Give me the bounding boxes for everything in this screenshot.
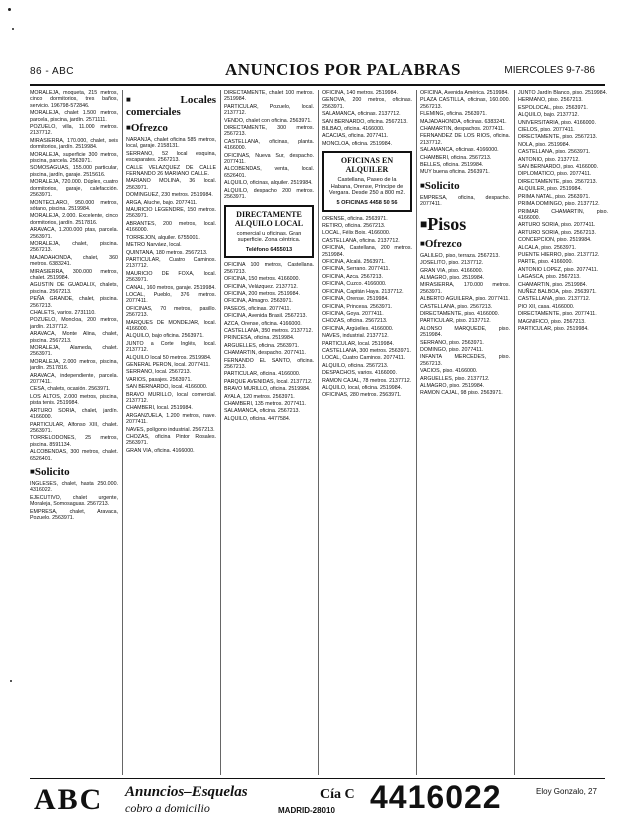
- classified-ad: SERRANO, 52 local esquina, escaparates. 2567213.: [126, 150, 216, 164]
- classified-ad: ABRANTES, 200 metros, local. 4166000.: [126, 220, 216, 234]
- classified-ad: MAJADAHONDA, oficinas. 6383241.: [420, 118, 507, 125]
- classified-ad: ALMAGRO, piso. 2519984.: [420, 274, 485, 281]
- boxed-ad: [224, 205, 314, 259]
- page-header: [30, 60, 605, 84]
- classified-ad: PARTICULAR, Pozuelo, local. 2137712.: [224, 103, 314, 117]
- classified-ad: OFICINA, Capitán Haya. 2137712.: [322, 288, 404, 295]
- classified-ad: PARQUE AVENIDAS, local. 2137712.: [224, 378, 313, 385]
- section-heading: ■ Locales comerciales: [126, 94, 216, 118]
- classified-ad: DOMINGO, piso. 2077411.: [420, 346, 484, 353]
- classified-ad: GALILEO, piso, terraza. 2567213.: [420, 252, 500, 259]
- classified-ad: OFICINA, 140 metros. 2519984.: [322, 90, 398, 96]
- classified-ad: DOMINGUEZ, 230 metros. 2519984.: [126, 192, 213, 199]
- classified-ad: OFICINA, Alcalá. 2563971.: [322, 259, 386, 266]
- classified-ad: SERRANO, piso. 2563971.: [420, 339, 484, 346]
- classified-ad: OFICINA, Azca. 2567213.: [322, 273, 383, 280]
- classified-ad: RAMON CAJAL, 78 metros. 2137712.: [322, 377, 412, 384]
- classified-ad: SAN BERNARDO, oficina. 2567213.: [322, 118, 408, 125]
- classified-ad: CANAL, 160 metros, garaje. 2519984.: [126, 284, 216, 291]
- classified-ad: OFICINA, 150 metros. 4166000.: [224, 276, 300, 283]
- classified-ad: AZCA, Orense, oficina. 4166000.: [224, 320, 302, 327]
- classified-ad: EJECUTIVO, chalet urgente, Moraleja, Somosaguas. 2567213.: [30, 494, 118, 508]
- classified-ad: ALQUILO, oficinas, alquiler. 2519984.: [224, 180, 313, 187]
- classified-ad: FLEMING, oficina. 2563971.: [420, 111, 487, 118]
- classified-ad: CONCEPCION, piso. 2519984.: [518, 237, 592, 244]
- classified-ad: CASTELLANA, 300 metros. 2563971.: [322, 347, 411, 354]
- classified-ad: MARIANO MOLINA, 36 local. 2563971.: [126, 178, 216, 191]
- boxed-ad-body: comercial u oficinas. Gran superficie. Zona céntrica.: [236, 230, 302, 244]
- ad-cia: Cía C: [320, 787, 355, 802]
- classified-ad: OFICINAS, Nueva Sur, despacho. 2077411.: [224, 152, 314, 166]
- boxed-ad: [322, 151, 412, 211]
- classified-ad: RETIRO, oficina. 2567213.: [322, 223, 386, 230]
- classified-ad: NUÑEZ BALBOA, piso. 2563971.: [518, 288, 597, 295]
- classified-ad: PRIMAR CHAMARTIN, piso. 4166000.: [518, 208, 608, 221]
- classified-ad: SAN BERNARDO, piso. 4166000.: [518, 164, 599, 171]
- classified-columns: [30, 90, 608, 775]
- column-divider: [318, 90, 319, 775]
- classified-ad: ALONSO MARQUEDE, piso. 2519984.: [420, 325, 510, 339]
- classified-ad: ARTURO SORIA, chalet, jardín. 4166000.: [30, 407, 118, 421]
- section-title: ANUNCIOS POR PALABRAS: [225, 60, 461, 79]
- classified-ad: DIPLOMATICO, piso. 2077411.: [518, 171, 592, 178]
- classified-ad: CHAMBERI, oficina. 2567213.: [420, 154, 492, 161]
- classified-ad: NARANJA, chalet oficina 585 metros, local, garaje. 2158131.: [126, 137, 216, 150]
- column-2: [126, 90, 216, 775]
- classified-ad: PEÑA GRANDE, chalet, piscina. 2567213.: [30, 296, 118, 309]
- column-divider: [514, 90, 515, 775]
- classified-ad: MORALEJA, chalet 1.500 metros, parcela, piscina, jardín. 2571111.: [30, 110, 118, 123]
- classified-ad: CIELOS, piso. 2077411.: [518, 127, 575, 134]
- classified-ad: ALQUILER, piso. 2519984.: [518, 186, 582, 193]
- classified-ad: LOCAL, Pueblo, 376 metros. 2077411.: [126, 291, 216, 305]
- classified-ad: CHAMBERI, local. 2519984.: [126, 405, 193, 412]
- classified-ad: MONTECLARO, 950.000 metros, sótano, piscina. 2519984.: [30, 199, 118, 212]
- classified-ad: MORALEJA, 2.000. Excelente, cinco dormitorios, jardín. 2517816.: [30, 213, 118, 226]
- classified-ad: OFICINA, Princesa. 2563971.: [322, 303, 393, 310]
- classified-ad: LOCAL, Cuatro Caminos. 2077411.: [322, 355, 406, 362]
- classified-ad: MAURICIO LEGENDRE, 150 metros. 2563971.: [126, 207, 216, 220]
- classified-ad: PARTICULAR, local. 2519984.: [322, 340, 394, 347]
- classified-ad: MORALEJA, 2.000 metros, piscina, jardín. 2517816.: [30, 358, 118, 372]
- classified-ad: MIRASIERRA, 170.000, chalet, seis dormitorios, jardín. 2519984.: [30, 137, 118, 151]
- section-heading: ■ Solicito: [30, 466, 118, 478]
- classified-ad: CASTELLANA, piso. 2137712.: [518, 296, 591, 303]
- ad-phone: 4416022: [370, 779, 502, 815]
- classified-ad: CASTELLANA, 350 metros. 2137712.: [224, 327, 313, 334]
- classified-ad: PRIMA DOMINGO, piso. 2137712.: [518, 201, 600, 208]
- classified-ad: OFICINA, Argüelles. 4166000.: [322, 325, 394, 332]
- classified-ad: RAMON CAJAL, 98 piso. 2563971.: [420, 390, 503, 397]
- classified-ad: ARTURO SORIA, piso. 2077411.: [518, 222, 596, 229]
- classified-ad: ORENSE, oficina. 2563971.: [322, 215, 388, 222]
- section-heading: ■ Solicito: [420, 180, 510, 192]
- classified-ad: PARTICULAR, Alfonso XIII, chalet. 2563971.: [30, 421, 118, 434]
- classified-ad: ANTONIO LOPEZ, piso. 2077411.: [518, 266, 599, 273]
- issue-date: MIERCOLES 9-7-86: [504, 65, 595, 76]
- classified-ad: FERNANDEZ DE LOS RIOS, oficina. 2137712.: [420, 133, 510, 146]
- column-divider: [416, 90, 417, 775]
- classified-ad: PUENTE HIERRO, piso. 2137712.: [518, 251, 600, 258]
- classified-ad: CHOZAS, oficina Pintor Rosales. 2563971.: [126, 434, 216, 447]
- classified-ad: SALAMANCA, oficinas. 2137712.: [322, 111, 401, 118]
- page-ref: 86 - ABC: [30, 66, 75, 77]
- classified-ad: MORALEJA, superficie 300 metros, piscina, parcela. 2563971.: [30, 151, 118, 165]
- classified-ad: PLAZA CASTILLA, oficinas, 160.000. 2567213.: [420, 97, 510, 110]
- classified-ad: GRAN VIA, piso. 4166000.: [420, 267, 484, 274]
- classified-ad: OFICINAS, 280 metros. 2563971.: [322, 392, 402, 399]
- classified-ad: OFICINA, Avenida Brasil. 2567213.: [224, 313, 307, 320]
- classified-ad: PARTE, piso. 4166000.: [518, 259, 573, 266]
- classified-ad: HERMANO, piso. 2567213.: [518, 97, 583, 104]
- classified-ad: BILBAO, oficina. 4166000.: [322, 126, 385, 133]
- classified-ad: LOCAL, Félix Boix. 4166000.: [322, 230, 391, 237]
- classified-ad: OFICINA, Velázquez. 2137712.: [224, 283, 298, 290]
- boxed-ad-phone: 5 OFICINAS 4458 50 56: [336, 200, 398, 207]
- classified-ad: GENOVA, 200 metros, oficinas. 2563971.: [322, 97, 412, 110]
- classified-ad: VACIOS, piso. 4166000.: [420, 368, 478, 375]
- classified-ad: ARGUELLES, piso. 2137712.: [420, 375, 490, 382]
- classified-ad: ALCALA, piso. 2563971.: [518, 244, 577, 251]
- boxed-ad-title: DIRECTAMENTE ALQUILO LOCAL: [234, 209, 304, 228]
- classified-ad: AYALA, 120 metros. 2563971.: [224, 393, 295, 400]
- classified-ad: DIRECTAMENTE, piso. 2567213.: [518, 178, 598, 185]
- classified-ad: MARQUES DE MONDEJAR, local. 4166000.: [126, 319, 216, 332]
- classified-ad: ALCOBENDAS, 300 metros, chalet. 6526401.: [30, 449, 118, 462]
- classified-ad: GENERAL PERON, local. 2077411.: [126, 362, 210, 368]
- ad-city: MADRID-28010: [278, 806, 335, 815]
- classified-ad: JOSELITO, piso. 2137712.: [420, 260, 484, 267]
- classified-ad: ALQUILO, despacho 200 metros. 2563971.: [224, 187, 314, 201]
- classified-ad: CHAMBERI, 135 metros. 2077411.: [224, 401, 307, 407]
- classified-ad: OFICINA, Avenida América. 2519984.: [420, 90, 509, 96]
- classified-ad: ARAVACA, independiente, parcela. 2077411.: [30, 372, 118, 386]
- classified-ad: MUY buena oficina. 2563971.: [420, 169, 490, 176]
- classified-ad: OFICINA, Orense. 2519984.: [322, 296, 389, 303]
- column-3: [224, 90, 314, 775]
- classified-ad: FERNANDO EL SANTO, oficina. 2567213.: [224, 357, 314, 370]
- classified-ad: LOS ALTOS, 2.000 metros, piscina, pista tenis. 2519984.: [30, 393, 118, 407]
- classified-ad: DESPACHOS, varios. 4166000.: [322, 370, 397, 377]
- classified-ad: DIRECTAMENTE, piso. 2567213.: [518, 134, 598, 141]
- column-divider: [220, 90, 221, 775]
- classified-ad: EMPRESA, oficina, despacho. 2077411.: [420, 194, 510, 208]
- classified-ad: ESPOLOCAL, piso. 2563971.: [518, 104, 588, 111]
- classified-ad: OFICINA, Serrano. 2077411.: [322, 266, 390, 273]
- classified-ad: ACACIAS, oficina. 2077411.: [322, 133, 389, 140]
- classified-ad: VENDO, chalet con oficina. 2563971.: [224, 117, 312, 124]
- classified-ad: ARAVACA, 1.200.000 ptas, parcela. 2563971.: [30, 227, 118, 240]
- classified-ad: INFANTA MERCEDES, piso. 2567213.: [420, 354, 510, 367]
- classified-ad: ALQUILO, local, oficina. 2519984.: [322, 384, 403, 391]
- classified-ad: CASTELLANA, oficinas, planta. 4166000.: [224, 138, 314, 152]
- classified-ad: ARAVACA, Monte Alina, chalet, piscina. 2567213.: [30, 331, 118, 344]
- classified-ad: POZUELO, Moncloa, 200 metros, jardín. 2137712.: [30, 317, 118, 330]
- classified-ad: SERRANO, local. 2567213.: [126, 369, 192, 376]
- classified-ad: BRAVO MURILLO, local comercial. 2137712.: [126, 391, 216, 405]
- classified-ad: MONCLOA, oficina. 2519984.: [322, 140, 393, 147]
- classified-ad: NAVES, industrial. 2137712.: [322, 333, 389, 340]
- classified-ad: QUINTANA, 180 metros. 2567213.: [126, 249, 208, 256]
- classified-ad: CALLE VELAZQUEZ DE CALLE FERNANDO 26 MARIANO CALLE.: [126, 164, 216, 178]
- classified-ad: MORALEJA, moqueta, 215 metros, cinco dormitorios, tres baños, servicio. 196798-572846.: [30, 90, 118, 109]
- classified-ad: BRAVO MURILLO, oficina. 2519984.: [224, 386, 311, 393]
- section-heading: ■ Ofrezco: [420, 238, 510, 250]
- column-4: [322, 90, 412, 775]
- classified-ad: PARTICULAR, oficina. 4166000.: [224, 371, 301, 378]
- classified-ad: ALQUILO, oficina. 2567213.: [322, 362, 389, 369]
- classified-ad: GRAN VIA, oficina. 4166000.: [126, 447, 195, 454]
- classified-ad: PRINCESA, oficina. 2519984.: [224, 335, 295, 342]
- classified-ad: ALQUILO local 50 metros. 2519984.: [126, 354, 212, 361]
- classified-ad: CHAMARTIN, despachos. 2077411.: [420, 126, 505, 133]
- classified-ad: ALMAGRO, piso. 2519984.: [420, 383, 485, 389]
- classified-ad: ALCOBENDAS, venta, local. 6526401.: [224, 166, 314, 179]
- classified-ad: ALQUILO, bajo oficina. 2563971.: [126, 333, 204, 340]
- classified-ad: TORRELODONES, 25 metros, piscina. 8591134.: [30, 435, 118, 448]
- classified-ad: SOMOSAGUAS, 155.000 particular, piscina, jardín, garaje. 2515616.: [30, 165, 118, 178]
- classified-ad: MORALEJA, 720.000. Dúplex, cuatro dormitorios, garaje, calefacción. 2563971.: [30, 179, 118, 199]
- print-speck: [10, 680, 12, 682]
- ad-address: Eloy Gonzalo, 27: [536, 787, 597, 796]
- classified-ad: CASTELLANA, piso. 2567213.: [420, 303, 493, 310]
- column-1: [30, 90, 118, 775]
- ad-title: Anuncios–Esquelas: [125, 784, 248, 800]
- classified-ad: MORALEJA, Alameda, chalet. 2563971.: [30, 345, 118, 358]
- classified-ad: PRIMA NATAL, piso. 2563971.: [518, 193, 590, 200]
- classified-ad: SAN BERNARDO, local. 4166000.: [126, 384, 208, 391]
- classified-ad: JUNTO a Corte Inglés, local. 2137712.: [126, 340, 216, 354]
- footer-ad: [30, 778, 605, 817]
- classified-ad: METRO Narváez, local.: [126, 242, 182, 249]
- classified-ad: LAGASCA, piso. 2567213.: [518, 274, 581, 281]
- boxed-ad-phone: Teléfono 6455013: [245, 246, 293, 253]
- classified-ad: NOLA, piso. 2519984.: [518, 141, 571, 148]
- classified-ad: ARTURO SORIA, piso. 2567213.: [518, 229, 596, 236]
- classified-ad: TORREJON, alquiler. 6755001.: [126, 234, 200, 241]
- classified-ad: MIRASIERRA, 300.000 metros, chalet. 2519984.: [30, 268, 118, 281]
- section-heading-large: ■ Pisos: [420, 214, 510, 234]
- column-6: [518, 90, 608, 775]
- classified-ad: CHAMARTIN, piso. 2519984.: [518, 281, 588, 288]
- classified-ad: ALBERTO AGUILERA, piso. 2077411.: [420, 296, 510, 303]
- print-speck: [12, 28, 14, 30]
- classified-ad: ANTONIO, piso. 2137712.: [518, 156, 580, 163]
- classified-ad: NAVES, polígono industrial. 2567213.: [126, 426, 215, 433]
- classified-ad: ARGUELLES, oficina. 2563971.: [224, 342, 300, 349]
- section-heading: ■ Ofrezco: [126, 122, 216, 134]
- classified-ad: OFICINA, Castellana, 200 metros. 2519984.: [322, 245, 412, 258]
- boxed-ad-title: OFICINAS EN ALQUILER: [340, 156, 394, 175]
- classified-ad: OFICINA, Goya. 2077411.: [322, 310, 384, 317]
- column-divider: [122, 90, 123, 775]
- classified-ad: OFICINA, Almagro. 2563971.: [224, 298, 293, 305]
- classified-ad: PARTICULAR, Cuatro Caminos. 2137712.: [126, 256, 216, 270]
- classified-ad: DIRECTAMENTE, piso. 4166000.: [420, 310, 500, 317]
- classified-ad: AGUSTIN DE GUADALIX, chalets, piscina. 2567213.: [30, 282, 118, 295]
- classified-ad: ARGANZUELA, 1.200 metros, nave. 2077411.: [126, 412, 216, 426]
- classified-ad: POZUELO, villa, 11.000 metros. 2137712.: [30, 124, 118, 137]
- classified-ad: PASEOS, oficinas. 2077411.: [224, 305, 291, 312]
- classified-ad: CHAMARTIN, despacho. 2077411.: [224, 350, 306, 357]
- classified-ad: UNIVERSITARIA, piso. 4166000.: [518, 119, 596, 126]
- classified-ad: DIRECTAMENTE, 300 metros. 2567213.: [224, 125, 314, 138]
- classified-ad: VARIOS, pasajes. 2563971.: [126, 376, 192, 383]
- ad-subtitle: cobro a domicilio: [125, 801, 210, 815]
- classified-ad: ALQUILO, bajo. 2137712.: [518, 112, 579, 119]
- boxed-ad-body: Castellana, Paseo de la Habana, Orense, Príncipe de Vergara. Desde 250 a 800 m2.: [328, 177, 406, 197]
- classified-ad: JUNTO Jardín Blanco, piso. 2519984.: [518, 90, 608, 96]
- classified-ad: OFICINA, 200 metros. 2519984.: [224, 290, 300, 297]
- classified-ad: MORALEJA, chalet, piscina. 2567213.: [30, 240, 118, 254]
- header-rule: [30, 84, 605, 86]
- classified-ad: INGLESES, chalet, hasta 250.000. 4316022.: [30, 480, 118, 494]
- classified-ad: CESA, chalets, ocasión. 2563971.: [30, 386, 111, 393]
- classified-ad: OFICINAS, 70 metros, pasillo. 2567213.: [126, 305, 216, 319]
- classified-ad: DIRECTAMENTE, piso. 2077411.: [518, 311, 597, 318]
- classified-ad: OFICINA 100 metros, Castellana. 2567213.: [224, 262, 314, 275]
- print-speck: [8, 8, 11, 11]
- classified-ad: DIRECTAMENTE, chalet 100 metros. 2519984.: [224, 90, 314, 103]
- classified-ad: CHALETS, varios. 2731110.: [30, 310, 96, 316]
- classified-ad: MIRASIERRA, 170.000 metros. 2563971.: [420, 282, 510, 295]
- classified-ad: SALAMANCA, oficinas. 4166000.: [420, 147, 499, 154]
- classified-ad: MAURICIO DE FOXA, local. 2563971.: [126, 270, 216, 284]
- classified-ad: CHOZAS, oficina. 2567213.: [322, 318, 388, 325]
- classified-ad: BELLES, oficina. 2519984.: [420, 162, 484, 169]
- classified-ad: CASTELLANA, piso. 2563971.: [518, 149, 591, 156]
- column-5: [420, 90, 510, 775]
- classified-ad: MAJADAHONDA, chalet, 360 metros. 6383241.: [30, 254, 118, 268]
- classified-ad: OFICINA, Cuzco. 4166000.: [322, 281, 387, 288]
- classified-ad: EMPRESA, chalet, Aravaca, Pozuelo. 2563971.: [30, 508, 118, 521]
- classified-ad: PARTICULAR, piso. 2519984.: [518, 326, 589, 332]
- classified-ad: MAGNIFICO, piso. 2567213.: [518, 318, 586, 325]
- classified-ad: SALAMANCA, oficina. 2567213.: [224, 408, 300, 415]
- classified-ad: ARGA, Aluche, bajo. 2077411.: [126, 199, 198, 206]
- classified-ad: ALQUILO, oficina. 4477584.: [224, 415, 291, 422]
- classified-ad: PIO XII, casa. 4166000.: [518, 303, 575, 310]
- classified-ad: CASTELLANA, oficina. 2137712.: [322, 237, 400, 244]
- classified-ad: PARTICULAR, piso. 2137712.: [420, 318, 491, 325]
- abc-logo: ABC: [34, 783, 104, 816]
